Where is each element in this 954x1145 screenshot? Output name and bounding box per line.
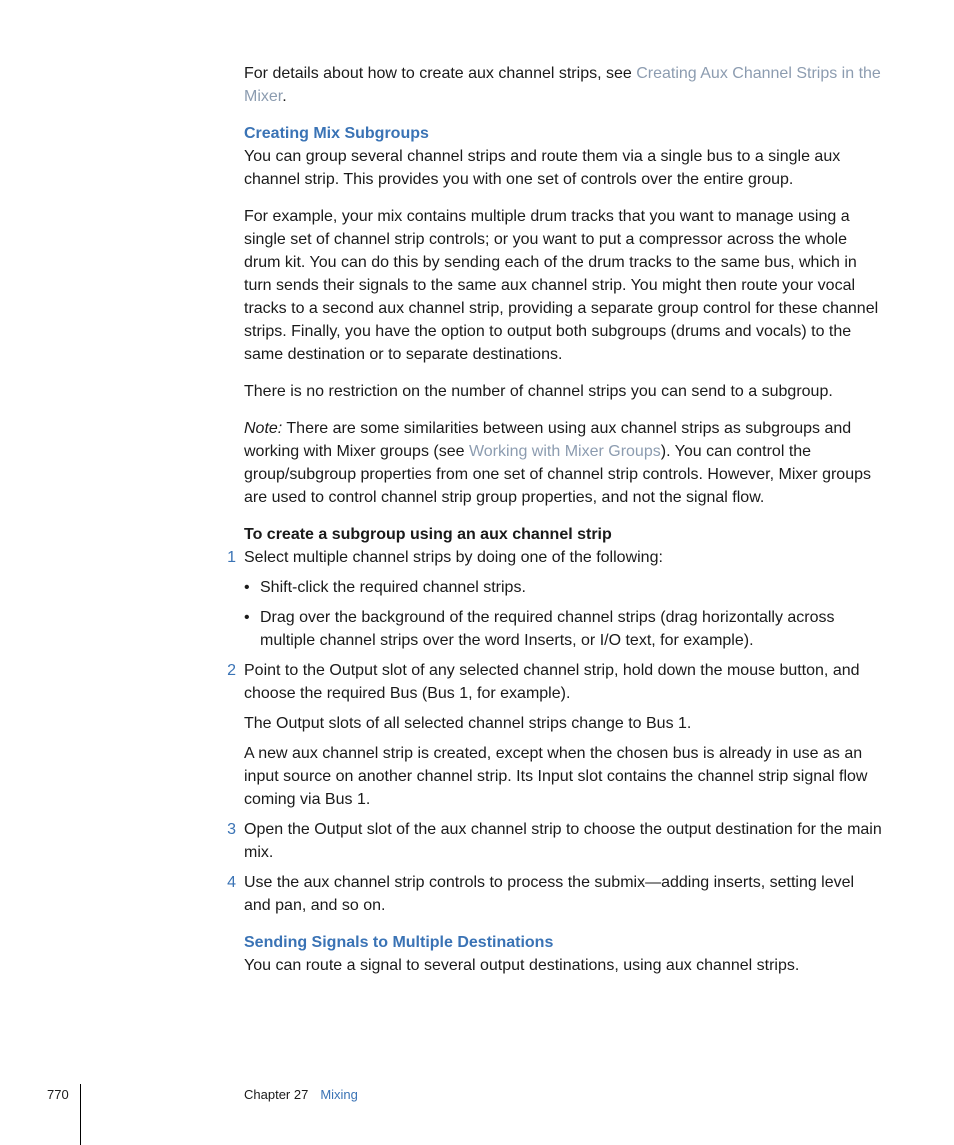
note-text: ). You can control the group/subgroup properties from one set of channel strip controls. However, Mixer groups are used to control channel strip group properties, and not the signal flow. (244, 443, 871, 506)
bullet-item (244, 606, 884, 652)
paragraph: You can route a signal to several output destinations, using aux channel strips. (244, 957, 800, 974)
step-number: 2 (227, 662, 236, 679)
bullet-item (244, 576, 884, 599)
step-number: 3 (227, 821, 236, 838)
chapter-label: Chapter 27 (244, 1087, 309, 1102)
step-result: A new aux channel strip is created, except when the chosen bus is already in use as an input source on another channel strip. Its Input slot contains the channel strip signal flow coming via Bus 1. (244, 745, 868, 808)
page-content (227, 62, 884, 977)
step-text: Point to the Output slot of any selected channel strip, hold down the mouse button, and choose the required Bus (Bus 1, for example). (244, 662, 860, 702)
step-2 (227, 659, 884, 705)
bullet-text: Drag over the background of the required channel strips (drag horizontally across multiple channel strips over the word Inserts, or I/O text, for example). (260, 609, 835, 649)
note-text: There are some similarities between using aux channel strips as subgroups and working with Mixer groups (see (244, 420, 852, 460)
page-number: 770 (47, 1087, 69, 1102)
step-number: 1 (227, 549, 236, 566)
footer-divider (80, 1084, 81, 1145)
bullet-text: Shift-click the required channel strips. (260, 579, 526, 596)
task-title: To create a subgroup using an aux channel strip (244, 526, 612, 543)
paragraph: There is no restriction on the number of channel strips you can send to a subgroup. (244, 383, 833, 400)
intro-end: . (282, 88, 287, 105)
step-text: Select multiple channel strips by doing one of the following: (244, 549, 663, 566)
step-4 (227, 871, 884, 917)
note-label: Note: (244, 420, 283, 437)
bullet-icon: • (244, 609, 250, 626)
link-creating-aux-channel-strips[interactable]: Creating Aux Channel Strips in the Mixer (244, 65, 881, 105)
section-heading-mix-subgroups: Creating Mix Subgroups (244, 125, 429, 142)
paragraph: You can group several channel strips and route them via a single bus to a single aux channel strip. This provides you with one set of controls over the entire group. (244, 148, 841, 188)
step-1 (227, 546, 884, 569)
step-result: The Output slots of all selected channel strips change to Bus 1. (244, 715, 692, 732)
bullet-icon: • (244, 579, 250, 596)
footer-chapter (244, 1086, 358, 1104)
paragraph: For example, your mix contains multiple drum tracks that you want to manage using a single set of channel strip controls; or you want to put a compressor across the whole drum kit. You can do this by sending each of the drum tracks to the same bus, which in turn sends their signals to the same aux channel strip. You might then route your vocal tracks to a second aux channel strip, providing a separate group control for these channel strips. Finally, you have the option to output both subgroups (drums and vocals) to the same destination or to separate destinations. (244, 208, 879, 363)
section-heading-multiple-destinations: Sending Signals to Multiple Destinations (244, 934, 554, 951)
link-working-with-mixer-groups[interactable]: Working with Mixer Groups (468, 443, 661, 460)
step-text: Open the Output slot of the aux channel strip to choose the output destination for the main mix. (244, 821, 882, 861)
chapter-name-link[interactable]: Mixing (320, 1087, 358, 1102)
intro-text: For details about how to create aux channel strips, see (244, 65, 637, 82)
step-3 (227, 818, 884, 864)
step-text: Use the aux channel strip controls to process the submix—adding inserts, setting level and pan, and so on. (244, 874, 855, 914)
step-number: 4 (227, 874, 236, 891)
note-paragraph (244, 417, 884, 509)
intro-paragraph (244, 62, 884, 108)
